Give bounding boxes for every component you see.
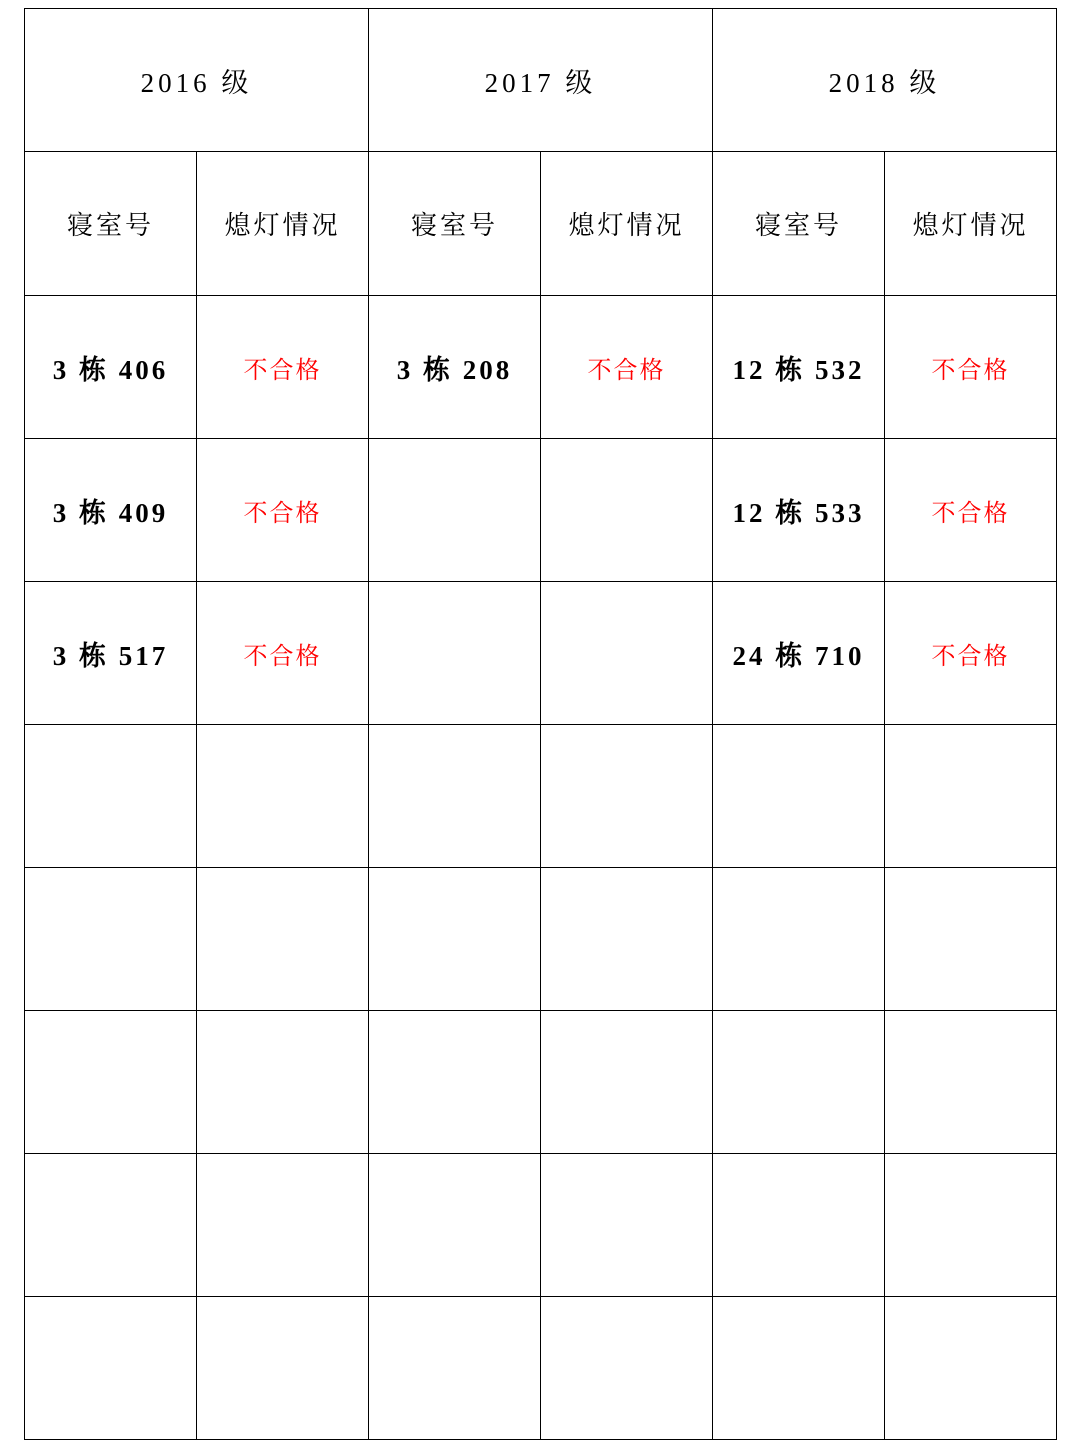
- cell-status: 不合格: [541, 296, 713, 439]
- cell-status: [885, 1011, 1057, 1154]
- cell-room: [369, 582, 541, 725]
- cell-status: [885, 868, 1057, 1011]
- cell-status: 不合格: [885, 439, 1057, 582]
- cell-status: [197, 725, 369, 868]
- cell-room: [369, 725, 541, 868]
- cell-status: [541, 1297, 713, 1440]
- cell-status: [197, 1297, 369, 1440]
- sub-header-room-2017: 寝室号: [369, 152, 541, 296]
- cell-status: 不合格: [197, 296, 369, 439]
- cell-room: 3 栋 208: [369, 296, 541, 439]
- dorm-lights-out-table: [24, 8, 1057, 1440]
- cell-status: [541, 725, 713, 868]
- group-header-2018: 2018 级: [713, 9, 1057, 152]
- sub-header-room-2016: 寝室号: [25, 152, 197, 296]
- cell-room: [713, 1154, 885, 1297]
- cell-status: [541, 439, 713, 582]
- cell-status: 不合格: [197, 439, 369, 582]
- cell-room: [369, 439, 541, 582]
- cell-status: [197, 868, 369, 1011]
- cell-room: 3 栋 409: [25, 439, 197, 582]
- cell-room: [25, 725, 197, 868]
- table-row: [25, 868, 1057, 1011]
- cell-room: [369, 868, 541, 1011]
- cell-status: [541, 868, 713, 1011]
- cell-room: [25, 1011, 197, 1154]
- table-row: [25, 725, 1057, 868]
- cell-room: 24 栋 710: [713, 582, 885, 725]
- cell-room: [25, 1297, 197, 1440]
- cell-room: [25, 868, 197, 1011]
- table-row: [25, 1154, 1057, 1297]
- table-sub-header-row: [25, 152, 1057, 296]
- sub-header-status-2016: 熄灯情况: [197, 152, 369, 296]
- cell-room: 12 栋 533: [713, 439, 885, 582]
- cell-room: 12 栋 532: [713, 296, 885, 439]
- cell-room: [25, 1154, 197, 1297]
- cell-room: [369, 1297, 541, 1440]
- cell-status: 不合格: [885, 296, 1057, 439]
- cell-status: [541, 1011, 713, 1154]
- cell-status: [541, 1154, 713, 1297]
- cell-room: [369, 1154, 541, 1297]
- cell-room: [713, 725, 885, 868]
- cell-status: [885, 1297, 1057, 1440]
- cell-status: [197, 1154, 369, 1297]
- table-row: [25, 439, 1057, 582]
- sub-header-status-2017: 熄灯情况: [541, 152, 713, 296]
- cell-status: 不合格: [885, 582, 1057, 725]
- sub-header-room-2018: 寝室号: [713, 152, 885, 296]
- cell-room: [713, 868, 885, 1011]
- cell-status: [885, 1154, 1057, 1297]
- cell-room: 3 栋 517: [25, 582, 197, 725]
- table-row: [25, 582, 1057, 725]
- table-row: [25, 1011, 1057, 1154]
- cell-status: 不合格: [197, 582, 369, 725]
- cell-room: [369, 1011, 541, 1154]
- cell-room: [713, 1011, 885, 1154]
- table-row: [25, 1297, 1057, 1440]
- cell-status: [197, 1011, 369, 1154]
- cell-status: [885, 725, 1057, 868]
- sub-header-status-2018: 熄灯情况: [885, 152, 1057, 296]
- table-row: [25, 296, 1057, 439]
- cell-room: 3 栋 406: [25, 296, 197, 439]
- group-header-2016: 2016 级: [25, 9, 369, 152]
- cell-room: [713, 1297, 885, 1440]
- table-group-header-row: [25, 9, 1057, 152]
- group-header-2017: 2017 级: [369, 9, 713, 152]
- cell-status: [541, 582, 713, 725]
